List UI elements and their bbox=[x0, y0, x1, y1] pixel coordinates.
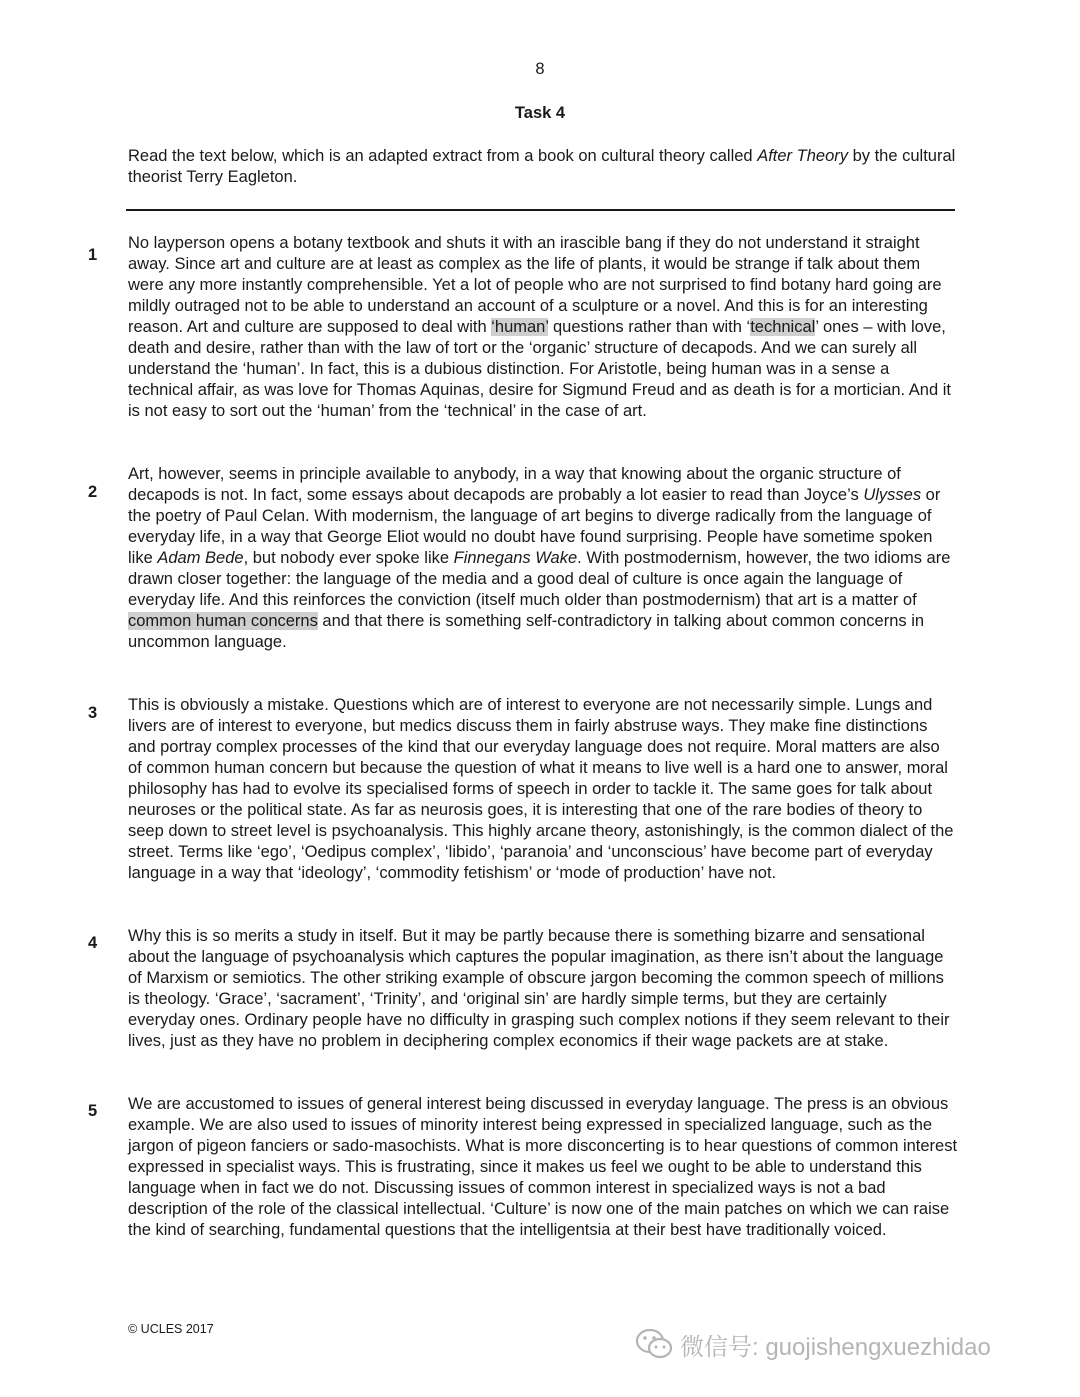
copyright-footer: © UCLES 2017 bbox=[128, 1322, 214, 1336]
highlighted-text: ‘human’ bbox=[491, 318, 549, 336]
text-segment: or the poetry of Paul Celan. With modernism, the language of art begins to diverge radically from the language of everyday life, in a way that George Eliot would no doubt have found surprising. People have sometime spoken like bbox=[128, 486, 941, 567]
paragraph-3 bbox=[128, 695, 958, 884]
text-segment: ’ ones – with love, death and desire, rather than with the law of tort or the ‘organic’ structure of decapods. And we can surely all understand the ‘human’. In fact, this is a dubious distinction. For Aristotle, being human was in a sense a technical affair, as was love for Thomas Aquinas, desire for Sigmund Freud and as death is for a mortician. And it is not easy to sort out the ‘human’ from the ‘technical’ in the case of art. bbox=[128, 318, 951, 420]
text-segment: Art, however, seems in principle available to anybody, in a way that knowing about the organic structure of decapods is not. In fact, some essays about decapods are probably a lot easier to read than Joyce’s bbox=[128, 465, 901, 504]
text-segment: Why this is so merits a study in itself. But it may be partly because there is something bizarre and sensational about the language of psychoanalysis which captures the popular imagination, as there isn’t about the language of Marxism or semiotics. The other striking example of obscure jargon becoming the common speech of millions is theology. ‘Grace’, ‘sacrament’, ‘Trinity’, and ‘original sin’ are hardly simple terms, but they are certainly everyday ones. Ordinary people have no difficulty in grasping such complex notions if they seem relevant to their lives, just as they have no problem in deciphering complex economics if their wage packets are at stake. bbox=[128, 927, 950, 1050]
italic-title: Ulysses bbox=[863, 486, 922, 504]
text-segment: questions rather than with ‘ bbox=[548, 318, 751, 336]
italic-title: Finnegans Wake bbox=[453, 549, 578, 567]
page-number: 8 bbox=[535, 60, 545, 78]
intro-before: Read the text below, which is an adapted extract from a book on cultural theory called bbox=[128, 147, 758, 165]
paragraph-4 bbox=[128, 926, 958, 1052]
paragraph-number-5: 5 bbox=[88, 1102, 98, 1120]
paragraph-number-4: 4 bbox=[88, 934, 98, 952]
text-segment: We are accustomed to issues of general interest being discussed in everyday language. The press is an obvious example. We are also used to issues of minority interest being expressed in specialized language, such as the jargon of pigeon fanciers or sado-masochists. What is more disconcerting is to hear questions of common interest expressed in specialist ways. This is frustrating, since it makes us feel we ought to be able to understand this language when in fact we do not. Discussing issues of common interest in specialized ways is not a bad description of the role of the classical intellectual. ‘Culture’ is now one of the main patches on which we can raise the kind of searching, fundamental questions that the intelligentsia at their best have traditionally voiced. bbox=[128, 1095, 958, 1239]
task-title: Task 4 bbox=[514, 104, 566, 122]
book-title: After Theory bbox=[757, 147, 848, 165]
text-segment: . With postmodernism, however, the two idioms are drawn closer together: the language of the media and a good deal of culture is once again the language of everyday life. And this reinforces the conviction (itself much older than postmodernism) that art is a matter of bbox=[128, 549, 951, 609]
text-segment: This is obviously a mistake. Questions which are of interest to everyone are not necessarily simple. Lungs and livers are of interest to everyone, but medics discuss them in fairly abstruse ways. They make fine distinctions and portray complex processes of the kind that our everyday language does not require. Moral matters are also of common human concern but because the question of what it means to live well is a hard one to answer, moral philosophy has had to evolve its specialised forms of speech in order to tackle it. The same goes for talk about neuroses or the political state. As far as neurosis goes, it is interesting that one of the rare bodies of theory to seep down to street level is psychoanalysis. This highly arcane theory, astonishingly, is the common dialect of the street. Terms like ‘ego’, ‘Oedipus complex’, ‘libido’, ‘paranoia’ and ‘unconscious’ have become part of everyday language in a way that ‘ideology’, ‘commodity fetishism’ or ‘mode of production’ have not. bbox=[128, 696, 954, 882]
highlighted-text: technical bbox=[750, 318, 816, 336]
paragraph-number-2: 2 bbox=[88, 483, 98, 501]
wechat-icon bbox=[634, 1326, 674, 1362]
paragraph-1 bbox=[128, 233, 958, 422]
italic-title: Adam Bede bbox=[157, 549, 244, 567]
paragraph-5 bbox=[128, 1094, 958, 1241]
intro-after: by the cultural theorist Terry Eagleton. bbox=[128, 147, 956, 186]
watermark-text: 微信号: guojishengxuezhidao bbox=[680, 1333, 991, 1361]
text-segment: , but nobody ever spoke like bbox=[243, 549, 454, 567]
watermark bbox=[634, 1326, 991, 1362]
paragraph-2 bbox=[128, 464, 958, 653]
highlighted-text: common human concerns bbox=[128, 612, 318, 630]
paragraph-number-1: 1 bbox=[88, 246, 98, 264]
section-divider bbox=[126, 209, 955, 211]
paragraph-number-3: 3 bbox=[88, 704, 98, 722]
intro-text bbox=[128, 146, 958, 188]
text-segment: and that there is something self-contradictory in talking about common concerns in uncommon language. bbox=[128, 612, 925, 651]
text-segment: No layperson opens a botany textbook and shuts it with an irascible bang if they do not understand it straight away. Since art and culture are at least as complex as the life of plants, it would be strange if talk about them were any more instantly comprehensible. Yet a lot of people who are not surprised to find botany hard going are mildly outraged not to be able to understand an account of a sculpture or a novel. And this is for an interesting reason. Art and culture are supposed to deal with bbox=[128, 234, 942, 336]
